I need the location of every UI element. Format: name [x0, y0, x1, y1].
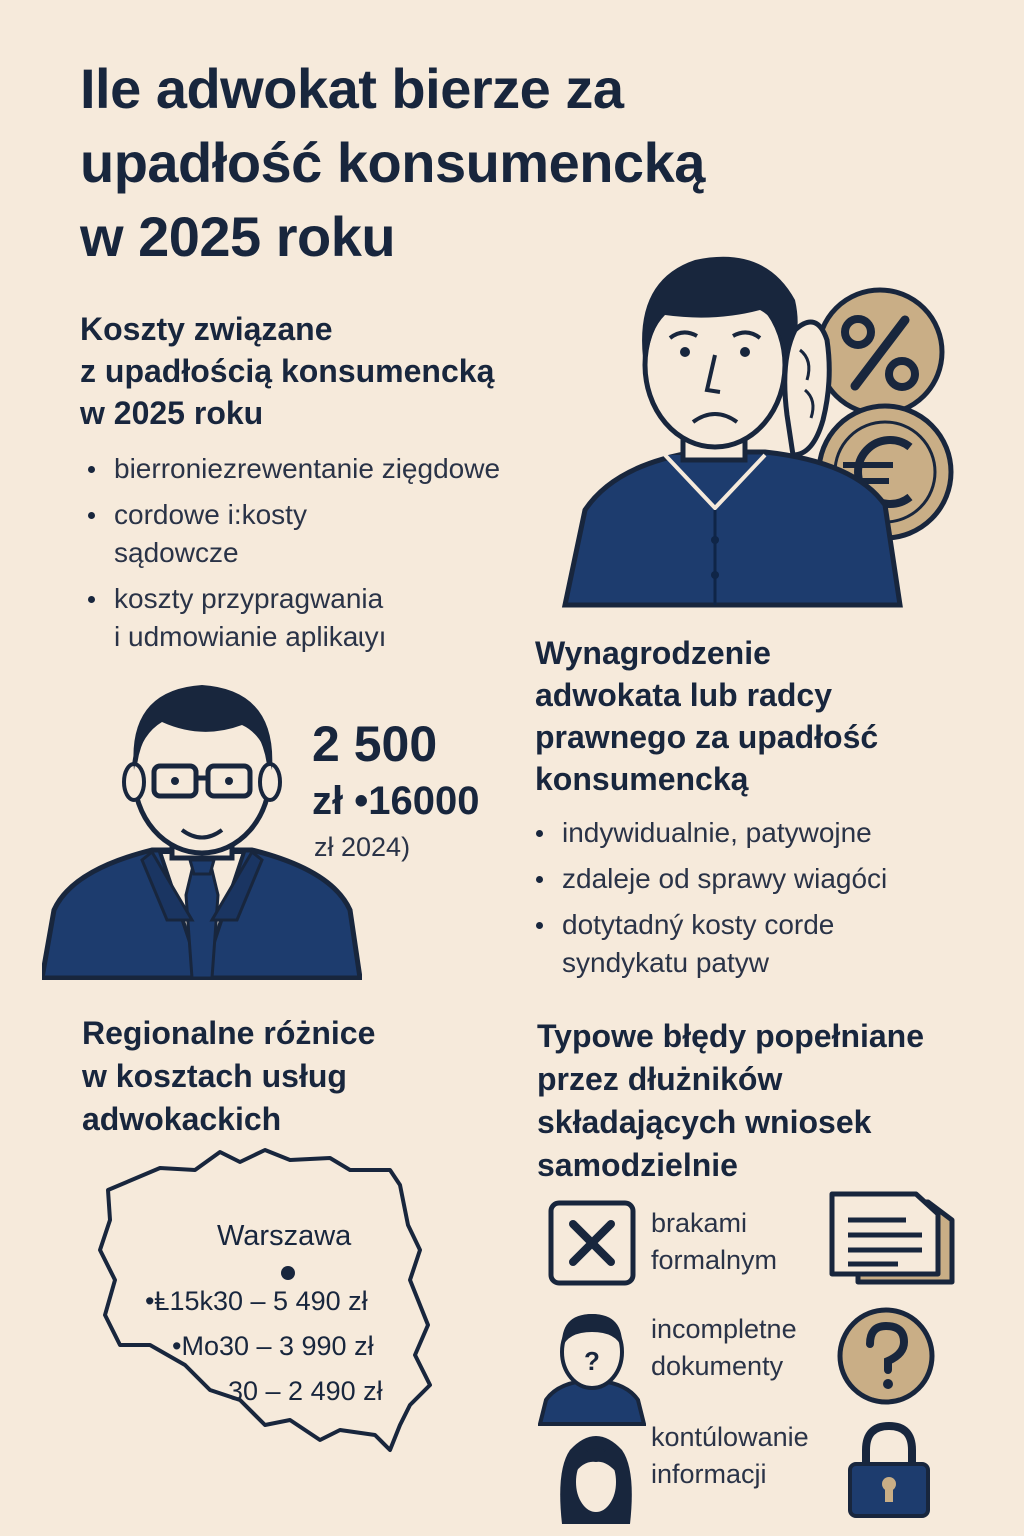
map-price-row: •Mo30 – 3 990 zł	[172, 1331, 374, 1361]
question-person-icon	[538, 1308, 646, 1426]
question-circle-icon	[836, 1306, 936, 1406]
error-label-line: formalnym	[651, 1245, 778, 1275]
fee-heading	[535, 632, 878, 800]
map-price-row: 30 – 2 490 zł	[228, 1376, 383, 1406]
map-price-row: •Ⱡ15k30 – 5 490 zł	[145, 1286, 368, 1316]
error-label	[651, 1419, 809, 1493]
fee-heading-line: prawnego za upadłość	[535, 719, 879, 755]
error-label-line: dokumenty	[651, 1351, 784, 1381]
list-item-text: syndykatu patyw	[562, 947, 769, 978]
error-label	[651, 1205, 777, 1279]
padlock-icon	[846, 1420, 932, 1520]
fee-heading-line: Wynagrodzenie	[535, 635, 771, 671]
list-item-text: indywidualnie, patywojne	[562, 817, 872, 848]
costs-list	[114, 450, 564, 664]
woman-icon	[556, 1430, 636, 1526]
list-item-text: dotytadný kosty corde	[562, 909, 835, 940]
worried-man-illustration	[555, 240, 965, 610]
fee-heading-line: konsumencką	[535, 761, 749, 797]
costs-heading	[80, 308, 494, 434]
svg-text:?: ?	[584, 1346, 600, 1376]
errors-heading-line: samodzielnie	[537, 1147, 738, 1183]
list-item-text: sądowcze	[114, 537, 239, 568]
list-item	[114, 580, 564, 656]
error-label-line: informacji	[651, 1459, 767, 1489]
costs-heading-line: w 2025 roku	[80, 395, 264, 431]
fee-list	[562, 814, 1002, 990]
list-item-text: zdaleje od sprawy wiagóci	[562, 863, 888, 894]
list-item	[562, 814, 1002, 852]
list-item-text: bierroniezrewentanie zięgdowe	[114, 453, 501, 484]
errors-heading-line: Typowe błędy popełniane	[537, 1018, 925, 1054]
errors-heading	[537, 1015, 924, 1187]
regional-heading-line: w kosztach usług	[82, 1058, 347, 1094]
list-item-text: cordowe i:kosty	[114, 499, 307, 530]
error-label-line: kontúlowanie	[651, 1422, 809, 1452]
title-line-3: w 2025 roku	[80, 205, 396, 268]
costs-heading-line: Koszty związane	[80, 311, 333, 347]
price-range: zł •16000	[312, 779, 480, 823]
errors-heading-line: przez dłużników	[537, 1061, 783, 1097]
error-label-line: incompletne	[651, 1314, 797, 1344]
list-item	[114, 496, 564, 572]
map-city-label: Warszawa	[217, 1220, 352, 1252]
error-label	[651, 1311, 797, 1385]
list-item-text: i udmowianie aplikaɩyı	[114, 621, 387, 652]
document-icon	[828, 1190, 956, 1286]
list-item	[562, 906, 1002, 982]
errors-heading-line: składających wniosek	[537, 1104, 872, 1140]
regional-heading-line: Regionalne różnice	[82, 1015, 376, 1051]
list-item	[562, 860, 1002, 898]
price-value: 2 500	[312, 716, 438, 772]
list-item-text: koszty przypragwania	[114, 583, 384, 614]
list-item	[114, 450, 564, 488]
title-line-1: Ile adwokat bierze za	[80, 57, 624, 120]
fee-heading-line: adwokata lub radcy	[535, 677, 832, 713]
regional-heading	[82, 1012, 375, 1141]
x-box-icon	[548, 1200, 636, 1286]
price-note: zł 2024)	[314, 832, 411, 862]
percent-coin-icon	[818, 290, 942, 414]
costs-heading-line: z upadłością konsumencką	[80, 353, 495, 389]
title-line-2: upadłość konsumencką	[80, 131, 705, 194]
regional-heading-line: adwokackich	[82, 1101, 282, 1137]
error-label-line: brakami	[651, 1208, 748, 1238]
